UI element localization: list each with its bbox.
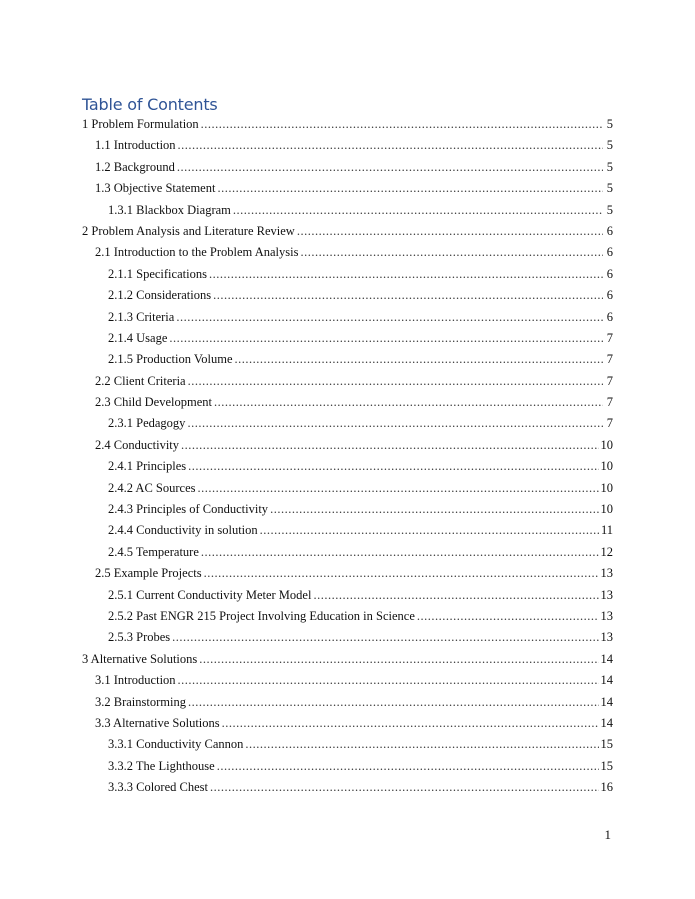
- toc-dot-leader: [300, 245, 603, 260]
- toc-entry-page: 11: [600, 523, 613, 538]
- toc-dot-leader: [233, 203, 603, 218]
- toc-entry[interactable]: [82, 224, 613, 245]
- toc-dot-leader: [187, 416, 603, 431]
- toc-dot-leader: [201, 545, 599, 560]
- toc-list: [82, 117, 613, 802]
- toc-entry-label: 2.1 Introduction to the Problem Analysis: [95, 245, 299, 260]
- toc-entry[interactable]: [82, 352, 613, 373]
- toc-entry-label: 2.1.5 Production Volume: [108, 352, 233, 367]
- toc-entry-page: 13: [600, 566, 613, 581]
- toc-entry-label: 2.4.1 Principles: [108, 459, 187, 474]
- toc-dot-leader: [198, 481, 599, 496]
- toc-entry[interactable]: [82, 395, 613, 416]
- toc-entry-label: 3.3.1 Conductivity Cannon: [108, 737, 244, 752]
- toc-entry[interactable]: [82, 160, 613, 181]
- toc-entry[interactable]: [82, 459, 613, 480]
- toc-entry-page: 10: [600, 459, 613, 474]
- toc-entry[interactable]: [82, 374, 613, 395]
- toc-entry[interactable]: [82, 331, 613, 352]
- toc-dot-leader: [214, 395, 603, 410]
- toc-entry-page: 6: [606, 223, 613, 238]
- toc-dot-leader: [313, 588, 598, 603]
- toc-title: Table of Contents: [82, 95, 218, 114]
- toc-entry[interactable]: [82, 780, 613, 801]
- toc-entry-label: 2.5.1 Current Conductivity Meter Model: [108, 587, 312, 602]
- toc-entry-page: 5: [606, 202, 613, 217]
- toc-entry-page: 12: [600, 544, 613, 559]
- toc-entry-page: 14: [600, 673, 613, 688]
- toc-entry-page: 7: [606, 330, 613, 345]
- toc-dot-leader: [201, 117, 603, 132]
- toc-entry-page: 5: [606, 117, 613, 131]
- toc-entry-label: 3.2 Brainstorming: [95, 694, 186, 709]
- toc-entry-label: 2.4.2 AC Sources: [108, 480, 196, 495]
- toc-dot-leader: [181, 438, 598, 453]
- toc-dot-leader: [217, 759, 599, 774]
- toc-entry[interactable]: [82, 203, 613, 224]
- toc-entry-label: 2.3.1 Pedagogy: [108, 416, 186, 431]
- toc-entry-label: 3.1 Introduction: [95, 673, 176, 688]
- toc-dot-leader: [188, 374, 603, 389]
- toc-entry-page: 5: [606, 159, 613, 174]
- toc-entry[interactable]: [82, 438, 613, 459]
- toc-entry-page: 7: [606, 352, 613, 367]
- toc-entry-page: 10: [600, 437, 613, 452]
- toc-entry-page: 5: [606, 181, 613, 196]
- toc-entry[interactable]: [82, 737, 613, 758]
- toc-entry[interactable]: [82, 245, 613, 266]
- toc-entry[interactable]: [82, 481, 613, 502]
- toc-entry-label: 1.2 Background: [95, 159, 175, 174]
- toc-entry[interactable]: [82, 630, 613, 651]
- toc-entry-label: 2.1.3 Criteria: [108, 309, 175, 324]
- toc-entry[interactable]: [82, 652, 613, 673]
- toc-entry-label: 3.3.2 The Lighthouse: [108, 758, 215, 773]
- toc-entry-label: 1 Problem Formulation: [82, 117, 199, 131]
- toc-dot-leader: [178, 138, 603, 153]
- toc-dot-leader: [260, 523, 599, 538]
- toc-entry[interactable]: [82, 588, 613, 609]
- toc-entry[interactable]: [82, 523, 613, 544]
- toc-entry[interactable]: [82, 117, 613, 138]
- toc-entry-label: 1.3 Objective Statement: [95, 181, 216, 196]
- toc-dot-leader: [222, 716, 599, 731]
- toc-entry-label: 2.4.4 Conductivity in solution: [108, 523, 258, 538]
- toc-entry[interactable]: [82, 545, 613, 566]
- toc-dot-leader: [213, 288, 603, 303]
- toc-entry-label: 2.5 Example Projects: [95, 566, 202, 581]
- toc-entry-label: 2.3 Child Development: [95, 395, 212, 410]
- toc-entry-label: 2.4 Conductivity: [95, 437, 180, 452]
- toc-entry[interactable]: [82, 695, 613, 716]
- toc-entry[interactable]: [82, 310, 613, 331]
- toc-dot-leader: [210, 780, 599, 795]
- toc-entry-label: 2 Problem Analysis and Literature Review: [82, 223, 295, 238]
- toc-entry-page: 13: [600, 608, 613, 623]
- toc-dot-leader: [217, 181, 603, 196]
- toc-dot-leader: [172, 630, 598, 645]
- toc-dot-leader: [176, 310, 603, 325]
- toc-entry-page: 14: [600, 651, 613, 666]
- toc-entry-label: 2.2 Client Criteria: [95, 373, 186, 388]
- toc-entry-label: 1.1 Introduction: [95, 138, 176, 153]
- toc-entry-label: 1.3.1 Blackbox Diagram: [108, 202, 231, 217]
- toc-dot-leader: [235, 352, 603, 367]
- toc-entry[interactable]: [82, 138, 613, 159]
- toc-entry-label: 2.5.3 Probes: [108, 630, 171, 645]
- toc-entry-page: 6: [606, 288, 613, 303]
- toc-entry-label: 2.1.4 Usage: [108, 330, 168, 345]
- toc-entry-label: 2.4.5 Temperature: [108, 544, 199, 559]
- toc-entry-label: 2.5.2 Past ENGR 215 Project Involving Education in Science: [108, 608, 415, 623]
- toc-entry-page: 10: [600, 480, 613, 495]
- toc-dot-leader: [199, 652, 598, 667]
- toc-entry-page: 13: [600, 587, 613, 602]
- toc-entry-page: 7: [606, 395, 613, 410]
- toc-dot-leader: [417, 609, 599, 624]
- toc-entry-page: 7: [606, 373, 613, 388]
- toc-entry[interactable]: [82, 502, 613, 523]
- toc-dot-leader: [209, 267, 603, 282]
- toc-dot-leader: [169, 331, 603, 346]
- toc-dot-leader: [270, 502, 598, 517]
- toc-dot-leader: [188, 695, 599, 710]
- toc-dot-leader: [177, 160, 603, 175]
- page-number: 1: [604, 827, 611, 842]
- toc-entry-page: 15: [600, 758, 613, 773]
- toc-entry-page: 5: [606, 138, 613, 153]
- toc-entry-label: 2.4.3 Principles of Conductivity: [108, 502, 269, 517]
- toc-entry-page: 15: [600, 737, 613, 752]
- toc-entry-label: 3.3.3 Colored Chest: [108, 780, 208, 795]
- toc-entry-page: 6: [606, 309, 613, 324]
- toc-entry[interactable]: [82, 609, 613, 630]
- toc-entry[interactable]: [82, 267, 613, 288]
- toc-entry-page: 14: [600, 715, 613, 730]
- toc-entry-page: 6: [606, 266, 613, 281]
- toc-entry-page: 13: [600, 630, 613, 645]
- toc-entry-label: 2.1.1 Specifications: [108, 266, 207, 281]
- toc-entry[interactable]: [82, 716, 613, 737]
- toc-entry-page: 7: [606, 416, 613, 431]
- toc-entry-page: 6: [606, 245, 613, 260]
- toc-entry-page: 10: [600, 502, 613, 517]
- toc-entry[interactable]: [82, 673, 613, 694]
- toc-dot-leader: [204, 566, 599, 581]
- toc-entry[interactable]: [82, 759, 613, 780]
- toc-entry-page: 14: [600, 694, 613, 709]
- toc-dot-leader: [297, 224, 603, 239]
- toc-entry[interactable]: [82, 181, 613, 202]
- toc-entry-label: 3 Alternative Solutions: [82, 651, 198, 666]
- toc-entry-label: 2.1.2 Considerations: [108, 288, 212, 303]
- toc-entry[interactable]: [82, 416, 613, 437]
- toc-entry[interactable]: [82, 288, 613, 309]
- toc-entry[interactable]: [82, 566, 613, 587]
- toc-dot-leader: [188, 459, 598, 474]
- toc-entry-label: 3.3 Alternative Solutions: [95, 715, 220, 730]
- toc-dot-leader: [245, 737, 598, 752]
- toc-dot-leader: [178, 673, 599, 688]
- toc-entry-page: 16: [600, 780, 613, 795]
